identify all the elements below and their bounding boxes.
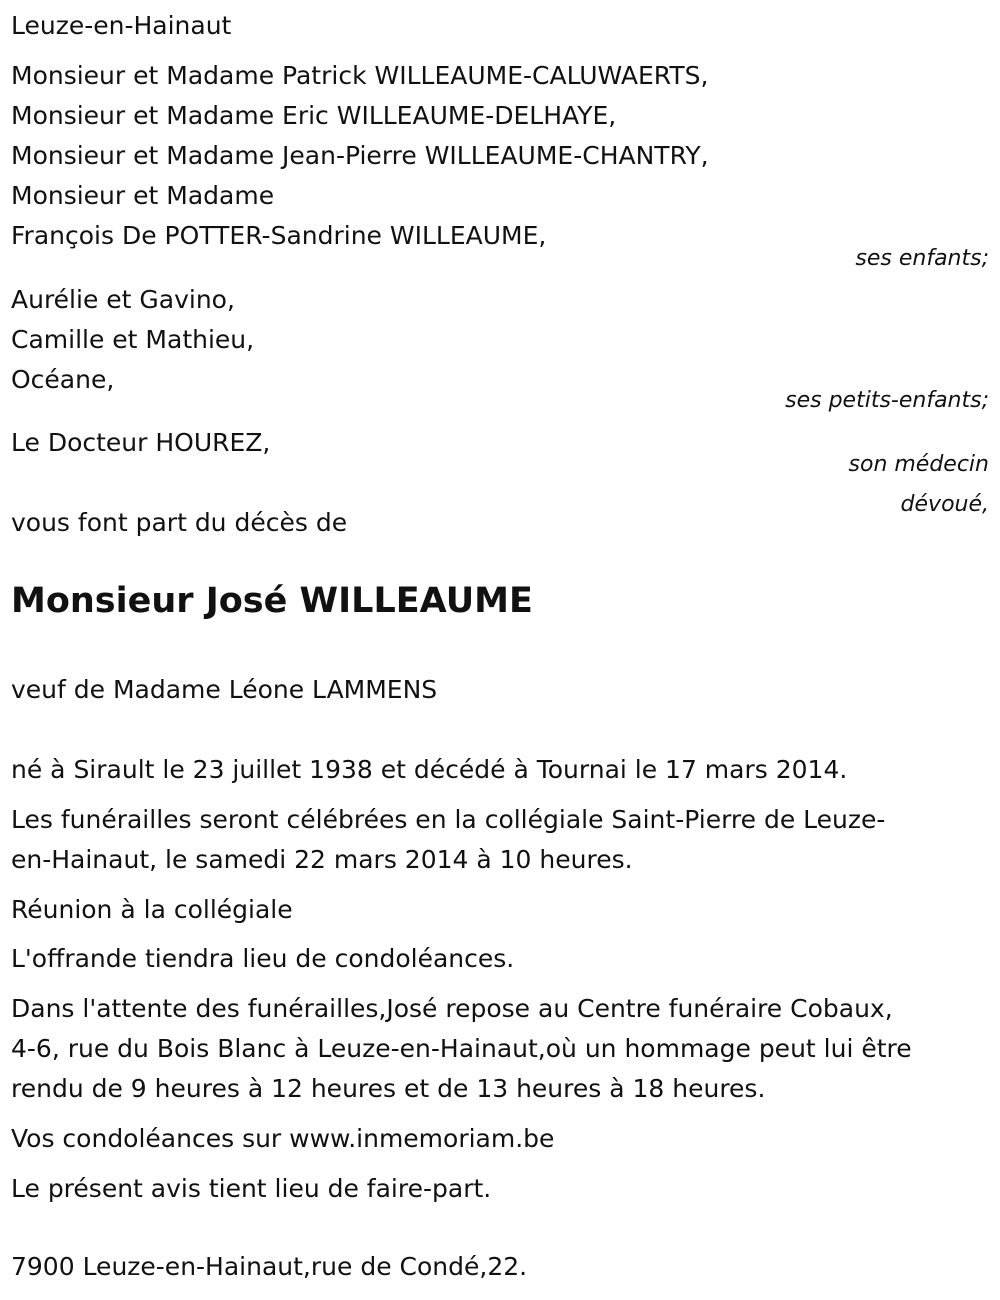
grandchild-line: Océane,	[11, 365, 115, 394]
address-line: 7900 Leuze-en-Hainaut,rue de Condé,22.	[11, 1252, 528, 1281]
deceased-name: Monsieur José WILLEAUME	[11, 581, 533, 621]
doctor-role-2: dévoué,	[900, 492, 989, 517]
child-line: Monsieur et Madame Eric WILLEAUME-DELHAYE,	[11, 101, 617, 130]
child-line: Monsieur et Madame Patrick WILLEAUME-CALUWAERTS,	[11, 61, 709, 90]
grandchildren-role: ses petits-enfants;	[785, 388, 989, 413]
repose-line: 4-6, rue du Bois Blanc à Leuze-en-Hainaut,où un hommage peut lui être	[11, 1034, 912, 1063]
child-line: Monsieur et Madame Jean-Pierre WILLEAUME-CHANTRY,	[11, 141, 709, 170]
funeral-line: en-Hainaut, le samedi 22 mars 2014 à 10 heures.	[11, 845, 633, 874]
announcement: vous font part du décès de	[11, 508, 348, 537]
city-heading: Leuze-en-Hainaut	[11, 11, 232, 40]
notice-line: Le présent avis tient lieu de faire-part.	[11, 1174, 492, 1203]
condolences-line: Vos condoléances sur www.inmemoriam.be	[11, 1124, 555, 1153]
birth-death-line: né à Sirault le 23 juillet 1938 et décédé à Tournai le 17 mars 2014.	[11, 755, 848, 784]
child-line: Monsieur et Madame	[11, 181, 275, 210]
repose-line: rendu de 9 heures à 12 heures et de 13 heures à 18 heures.	[11, 1074, 766, 1103]
widower-line: veuf de Madame Léone LAMMENS	[11, 675, 438, 704]
meeting-line: Réunion à la collégiale	[11, 895, 293, 924]
doctor-role-1: son médecin	[848, 452, 989, 477]
funeral-line: Les funérailles seront célébrées en la collégiale Saint-Pierre de Leuze-	[11, 805, 886, 834]
children-role: ses enfants;	[855, 246, 989, 271]
grandchild-line: Camille et Mathieu,	[11, 325, 255, 354]
grandchild-line: Aurélie et Gavino,	[11, 285, 235, 314]
repose-line: Dans l'attente des funérailles,José repose au Centre funéraire Cobaux,	[11, 994, 893, 1023]
offering-line: L'offrande tiendra lieu de condoléances.	[11, 944, 515, 973]
doctor-line: Le Docteur HOUREZ,	[11, 428, 271, 457]
child-line: François De POTTER-Sandrine WILLEAUME,	[11, 221, 547, 250]
